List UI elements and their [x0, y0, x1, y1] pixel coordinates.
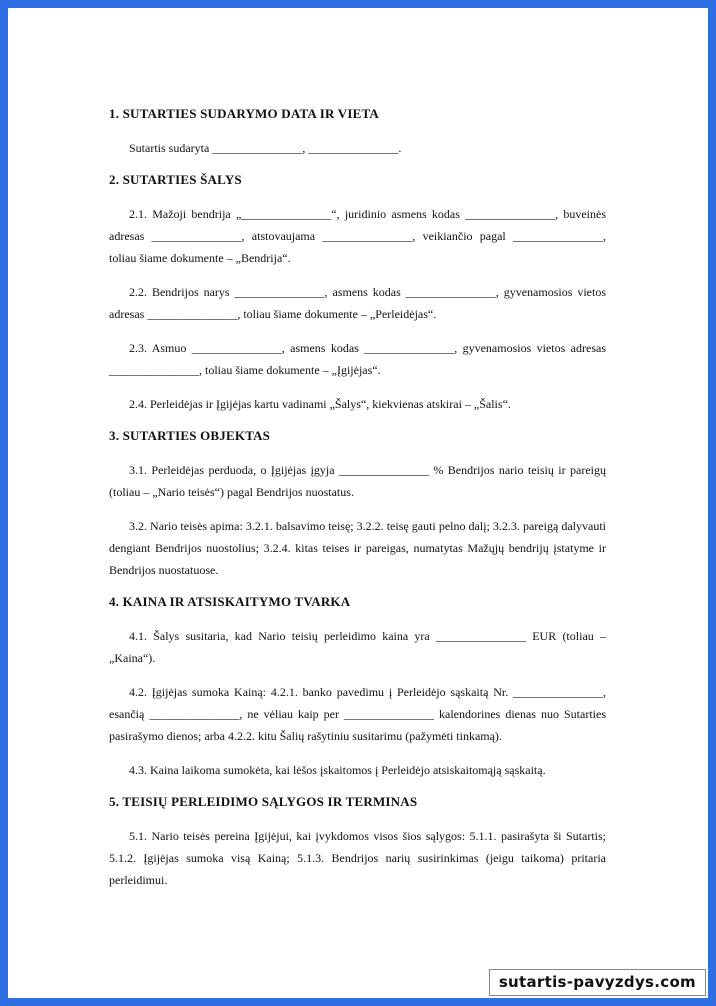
section-5 [109, 793, 606, 891]
section-1-title: 1. SUTARTIES SUDARYMO DATA IR VIETA [109, 106, 379, 121]
section-4 [109, 593, 606, 781]
section-2-title: 2. SUTARTIES ŠALYS [109, 172, 242, 187]
section-5-title: 5. TEISIŲ PERLEIDIMO SĄLYGOS IR TERMINAS [109, 794, 418, 809]
paragraph-2-2: 2.2. Bendrijos narys _______________, asmens kodas _______________, gyvenamosios vietos adresas _______________, toliau šiame dokumente – „Perleidėjas“. [109, 285, 606, 321]
paragraph-4-2: 4.2. Įgijėjas sumoka Kainą: 4.2.1. banko pavedimu į Perleidėjo sąskaitą Nr. _______________, esančią _______________, ne vėliau kaip per _______________ kalendorines dienas nuo Sutarties pasirašymo dienos; arba 4.2.2. kitu Šalių rašytiniu susitarimu (pažymėti tinkamą). [109, 685, 606, 743]
section-2 [109, 171, 606, 415]
section-3-title: 3. SUTARTIES OBJEKTAS [109, 428, 271, 443]
section-3 [109, 427, 606, 581]
paragraph-2-4: 2.4. Perleidėjas ir Įgijėjas kartu vadinami „Šalys“, kiekvienas atskirai – „Šalis“. [129, 397, 511, 411]
paragraph-2-3: 2.3. Asmuo _______________, asmens kodas _______________, gyvenamosios vietos adresas _______________, toliau šiame dokumente – „Įgijėjas“. [109, 341, 606, 377]
section-4-title: 4. KAINA IR ATSISKAITYMO TVARKA [109, 594, 351, 609]
document-page [8, 8, 708, 998]
document-content [109, 105, 606, 903]
paragraph-2-1: 2.1. Mažoji bendrija „_______________“, juridinio asmens kodas _______________, buveinės adresas _______________, atstovaujama _______________, veikiančio pagal _______________, toliau šiame dokumente – „Bendrija“. [109, 207, 606, 265]
paragraph-3-2: 3.2. Nario teisės apima: 3.2.1. balsavimo teisę; 3.2.2. teisę gauti pelno dalį; 3.2.3. pareigą dalyvauti dengiant Bendrijos nuostolius; 3.2.4. kitas teises ir pareigas, numatytas Mažųjų bendrijų įstatyme ir Bendrijos nuostatuose. [109, 519, 606, 577]
paragraph-1: Sutartis sudaryta _______________, _______________. [129, 141, 402, 155]
paragraph-5-1: 5.1. Nario teisės pereina Įgijėjui, kai įvykdomos visos šios sąlygos: 5.1.1. pasirašyta ši Sutartis; 5.1.2. Įgijėjas sumoka visą Kainą; 5.1.3. Bendrijos narių susirinkimas (jeigu taikoma) pritaria perleidimui. [109, 829, 606, 887]
paragraph-4-1: 4.1. Šalys susitaria, kad Nario teisių perleidimo kaina yra _______________ EUR (toliau – „Kaina“). [109, 629, 606, 665]
section-1 [109, 105, 606, 159]
paragraph-4-3: 4.3. Kaina laikoma sumokėta, kai lėšos įskaitomos į Perleidėjo atsiskaitomąją sąskaitą. [129, 763, 546, 777]
site-watermark: sutartis-pavyzdys.com [489, 969, 706, 996]
paragraph-3-1: 3.1. Perleidėjas perduoda, o Įgijėjas įgyja _______________ % Bendrijos nario teisių ir pareigų (toliau – „Nario teisės“) pagal Bendrijos nuostatus. [109, 463, 606, 499]
